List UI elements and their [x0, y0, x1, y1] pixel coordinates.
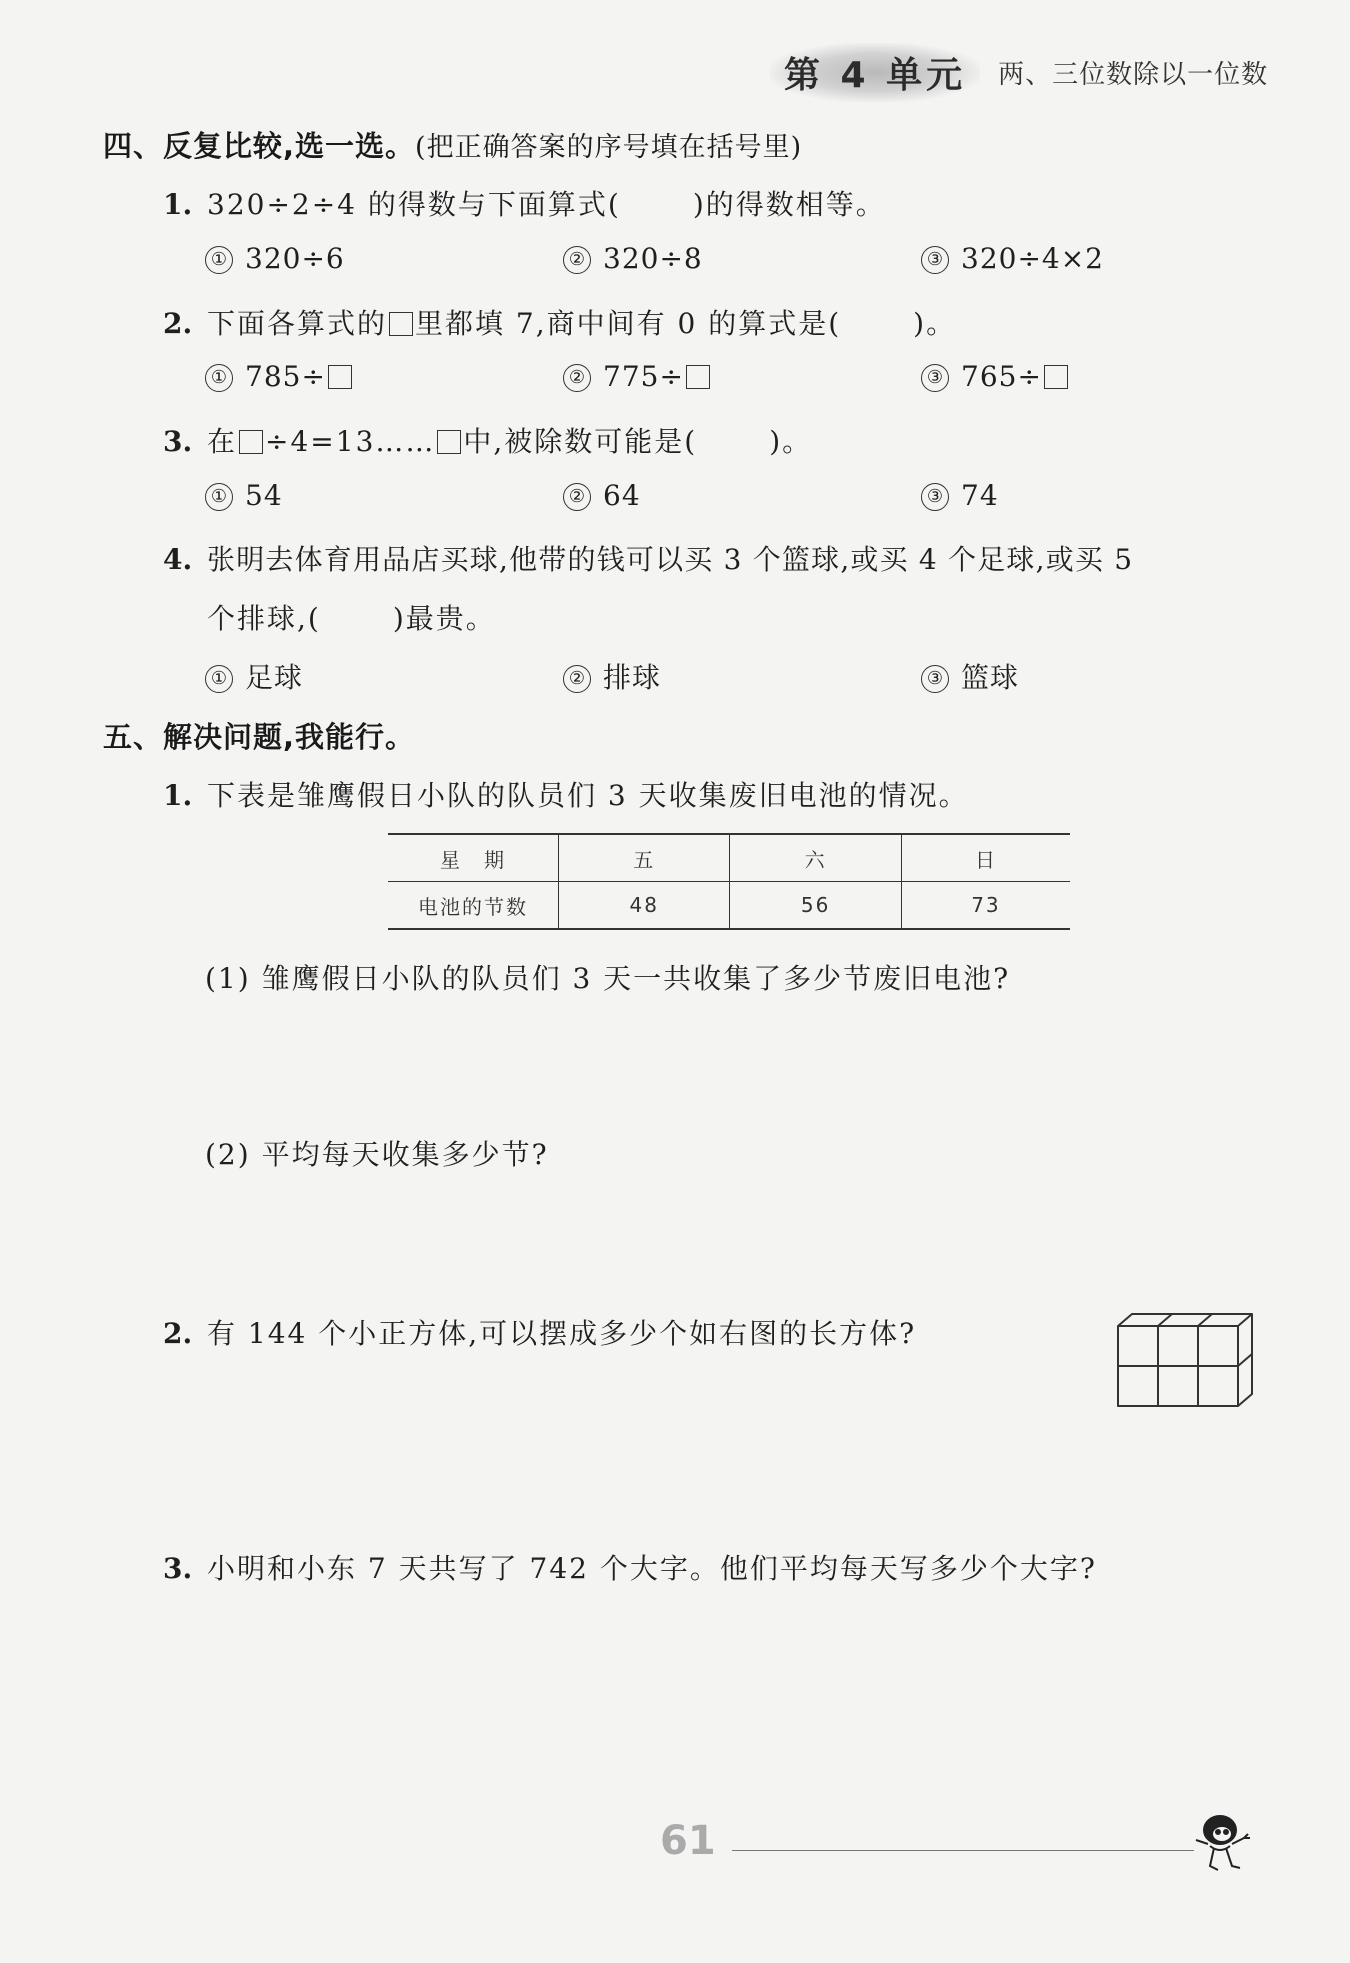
option-text: 64	[603, 479, 641, 512]
question-number: 1.	[163, 188, 193, 221]
blank-box	[389, 312, 413, 336]
option-text: 785÷	[245, 360, 326, 393]
option-mark: ②	[563, 483, 591, 511]
table-header-cell: 日	[901, 834, 1070, 882]
blank-box	[686, 365, 710, 389]
option-mark: ②	[563, 246, 591, 274]
option-text: 320÷8	[603, 242, 703, 275]
option-4-1-a	[205, 242, 345, 275]
problem-text: 小明和小东 7 天共写了 742 个大字。他们平均每天写多少个大字?	[207, 1552, 1097, 1585]
option-4-3-a	[205, 479, 283, 512]
question-text-post: )。	[769, 425, 813, 458]
question-number: 3.	[163, 425, 193, 458]
blank-box	[328, 365, 352, 389]
problem-text: 有 144 个小正方体,可以摆成多少个如右图的长方体?	[207, 1317, 917, 1350]
option-text: 765÷	[961, 360, 1042, 393]
question-number: 2.	[163, 1317, 193, 1350]
question-text-mid: 里都填 7,商中间有 0 的算式是(	[415, 307, 842, 340]
option-mark: ③	[921, 364, 949, 392]
question-text-pre: 个排球,(	[207, 602, 321, 635]
option-mark: ②	[563, 364, 591, 392]
option-4-2-a	[205, 360, 354, 393]
table-header-cell: 星 期	[388, 834, 559, 882]
question-number: 1.	[163, 779, 193, 812]
option-4-3-c	[921, 479, 999, 512]
option-mark: ③	[921, 483, 949, 511]
option-4-4-b	[563, 656, 661, 696]
question-number: 4.	[163, 543, 193, 576]
question-text-b: ÷4=13……	[265, 425, 436, 458]
option-mark: ②	[563, 665, 591, 693]
question-4-4-line2	[207, 597, 496, 637]
table-cell: 73	[901, 882, 1070, 930]
blank-box	[239, 430, 263, 454]
problem-5-2	[163, 1312, 916, 1352]
section-4-title	[103, 124, 802, 165]
option-mark: ①	[205, 364, 233, 392]
table-cell: 56	[730, 882, 901, 930]
table-header-row	[388, 834, 1070, 882]
blank-box	[437, 430, 461, 454]
option-4-4-c	[921, 656, 1019, 696]
option-text: 320÷4×2	[961, 242, 1104, 275]
cartoon-mascot-icon	[1188, 1808, 1258, 1878]
option-mark: ①	[205, 483, 233, 511]
option-text: 320÷6	[245, 242, 345, 275]
page-number: 61	[660, 1818, 716, 1864]
question-text-c: 中,被除数可能是(	[463, 425, 698, 458]
cuboid-figure	[1116, 1312, 1256, 1412]
option-4-1-b	[563, 242, 703, 275]
problem-5-3	[163, 1547, 1097, 1587]
blank-box	[1044, 365, 1068, 389]
table-cell: 电池的节数	[388, 882, 559, 930]
question-number: 2.	[163, 307, 193, 340]
table-header-cell: 六	[730, 834, 901, 882]
option-mark: ③	[921, 246, 949, 274]
problem-text: 下表是雏鹰假日小队的队员们 3 天收集废旧电池的情况。	[207, 779, 969, 812]
question-text-post: )的得数相等。	[692, 188, 886, 221]
question-text-pre: 下面各算式的	[207, 307, 388, 340]
option-text: 54	[245, 479, 283, 512]
option-mark: ①	[205, 665, 233, 693]
problem-5-1-sub2: (2) 平均每天收集多少节?	[205, 1138, 549, 1171]
question-4-1	[163, 183, 886, 223]
problem-5-1-sub1: (1) 雏鹰假日小队的队员们 3 天一共收集了多少节废旧电池?	[205, 962, 1011, 995]
table-header-cell: 五	[559, 834, 730, 882]
option-text: 排球	[603, 661, 662, 694]
question-4-4	[163, 538, 1133, 578]
question-4-3	[163, 420, 812, 460]
section-4-heading: 四、反复比较,选一选。	[103, 129, 416, 163]
question-4-2	[163, 302, 956, 342]
option-4-2-b	[563, 360, 712, 393]
table-row	[388, 882, 1070, 930]
unit-header	[770, 44, 1268, 100]
footer-rule	[732, 1850, 1194, 1851]
question-text-line1: 张明去体育用品店买球,他带的钱可以买 3 个篮球,或买 4 个足球,或买 5	[207, 543, 1134, 576]
question-text-post: )。	[913, 307, 957, 340]
option-4-4-a	[205, 656, 303, 696]
question-text-post: )最贵。	[392, 602, 496, 635]
battery-table	[388, 833, 1070, 930]
option-4-3-b	[563, 479, 641, 512]
problem-5-1	[163, 774, 969, 814]
question-number: 3.	[163, 1552, 193, 1585]
option-4-2-c	[921, 360, 1070, 393]
option-mark: ①	[205, 246, 233, 274]
unit-subtitle: 两、三位数除以一位数	[998, 59, 1269, 90]
section-5-title: 五、解决问题,我能行。	[103, 720, 416, 754]
unit-title: 第 4 单元	[770, 43, 980, 102]
option-text: 74	[961, 479, 999, 512]
option-4-1-c	[921, 242, 1104, 275]
table-cell: 48	[559, 882, 730, 930]
option-text: 775÷	[603, 360, 684, 393]
question-text-a: 在	[207, 425, 238, 458]
option-mark: ③	[921, 665, 949, 693]
option-text: 篮球	[961, 661, 1020, 694]
option-text: 足球	[245, 661, 304, 694]
section-4-note: (把正确答案的序号填在括号里)	[415, 132, 803, 163]
question-text-pre: 320÷2÷4 的得数与下面算式(	[207, 188, 621, 221]
